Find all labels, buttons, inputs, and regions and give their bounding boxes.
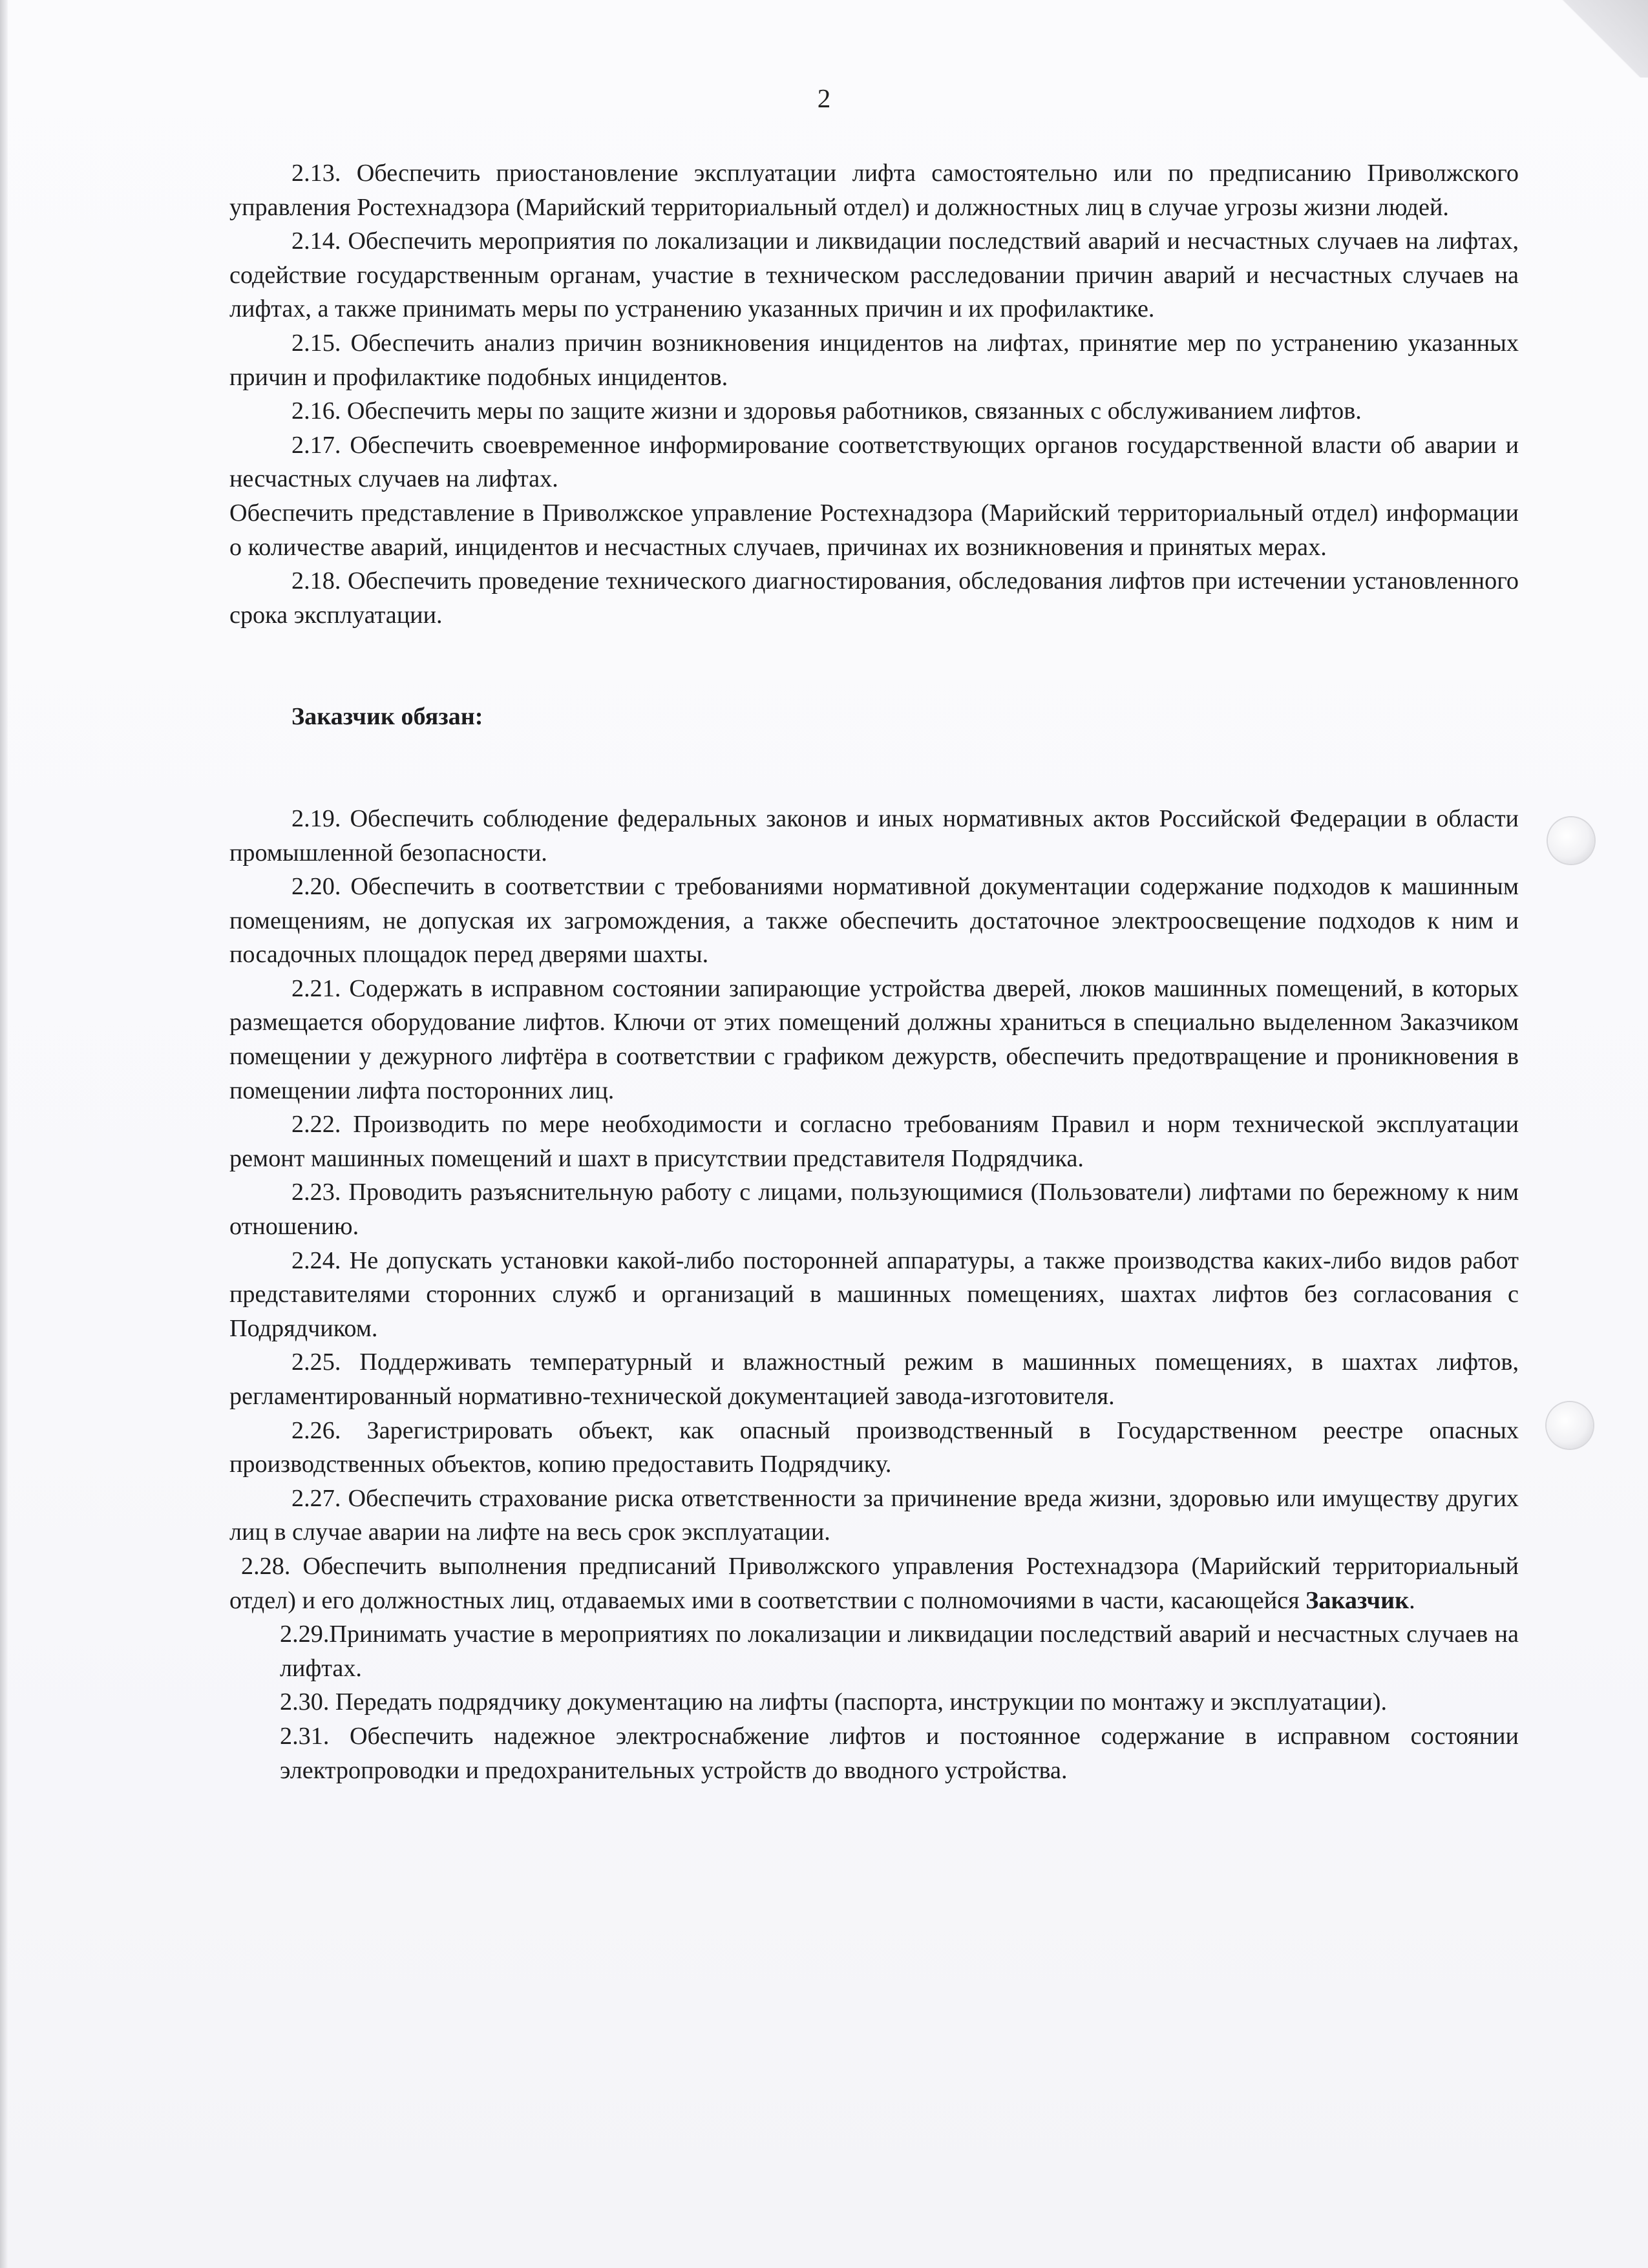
clause-paragraph: 2.31. Обеспечить надежное электроснабжение лифтов и постоянное содержание в исправном состоянии электропроводки и предохранительных устройств до вводного устройства. [280,1722,1519,1784]
clause-paragraph: 2.22. Производить по мере необходимости и согласно требованиям Правил и норм технической эксплуатации ремонт машинных помещений и шахт в присутствии представителя Подрядчика. [229,1111,1519,1172]
clause-paragraph: 2.18. Обеспечить проведение технического диагностирования, обследования лифтов при истечении установленного срока эксплуатации. [229,567,1519,629]
page-corner-fold [1538,0,1648,78]
clause-paragraph: 2.17. Обеспечить своевременное информирование соответствующих органов государственной власти об аварии и несчастных случаев на лифтах. [229,431,1519,493]
vertical-gap [229,734,1519,802]
clause-paragraph: 2.21. Содержать в исправном состоянии запирающие устройства дверей, люков машинных помещений, в которых размещается оборудование лифтов. Ключи от этих помещений должны храниться в специально выделенном Заказчиком помещении у дежурного лифтёра в соответствии с графиком дежурств, обеспечить предотвращение и проникновения в помещении лифта посторонних лиц. [229,974,1519,1104]
clause-paragraph: 2.29.Принимать участие в мероприятиях по локализации и ликвидации последствий аварий и несчастных случаев на лифтах. [280,1621,1519,1682]
clause-paragraph: 2.28. Обеспечить выполнения предписаний Приволжского управления Ростехнадзора (Марийский территориальный отдел) и его должностных лиц, отдаваемых ими в соответствии с полномочиями в части, касающейся Заказчик. [229,1552,1519,1614]
vertical-gap [229,632,1519,700]
punch-hole [1548,817,1594,864]
punch-hole [1547,1402,1593,1449]
clause-paragraph: 2.20. Обеспечить в соответствии с требованиями нормативной документации содержание подходов к машинным помещениям, не допуская их загромождения, а также обеспечить достаточное электроосвещение подходов к ним и посадочных площадок перед дверями шахты. [229,873,1519,969]
page-left-edge [0,0,8,2268]
clause-paragraph: 2.26. Зарегистрировать объект, как опасный производственный в Государственном реестре опасных производственных объектов, копию предоставить Подрядчику. [229,1416,1519,1478]
clause-paragraph: 2.24. Не допускать установки какой-либо посторонней аппаратуры, а также производства каких-либо видов работ представителями сторонних служб и организаций в машинных помещениях, шахтах лифтов без согласования с Подрядчиком. [229,1246,1519,1342]
clause-paragraph: 2.25. Поддерживать температурный и влажностный режим в машинных помещениях, в шахтах лифтов, регламентированный нормативно-технической документацией завода-изготовителя. [229,1349,1519,1410]
clause-paragraph: 2.16. Обеспечить меры по защите жизни и здоровья работников, связанных с обслуживанием лифтов. [291,397,1362,425]
clause-paragraph: 2.13. Обеспечить приостановление эксплуатации лифта самостоятельно или по предписанию Приволжского управления Ростехнадзора (Марийский территориальный отдел) и должностных лиц в случае угрозы жизни людей. [229,160,1519,221]
page-number: 2 [817,83,831,113]
clause-paragraph: 2.27. Обеспечить страхование риска ответственности за причинение вреда жизни, здоровью или имуществу других лиц в случае аварии на лифте на весь срок эксплуатации. [229,1484,1519,1546]
clause-paragraph: 2.15. Обеспечить анализ причин возникновения инцидентов на лифтах, принятие мер по устранению указанных причин и профилактике подобных инцидентов. [229,329,1519,391]
document-body [229,156,1519,1787]
clause-paragraph: 2.30. Передать подрядчику документацию на лифты (паспорта, инструкции по монтажу и эксплуатации). [280,1688,1388,1716]
clause-paragraph: Обеспечить представление в Приволжское управление Ростехнадзора (Марийский территориальный отдел) информации о количестве аварий, инцидентов и несчастных случаев, причинах их возникновения и принятых мерах. [229,499,1519,561]
clause-paragraph: 2.14. Обеспечить мероприятия по локализации и ликвидации последствий аварий и несчастных случаев на лифтах, содействие государственным органам, участие в техническом расследовании причин аварий и несчастных случаев на лифтах, а также принимать меры по устранению указанных причин и их профилактике. [229,227,1519,323]
clause-paragraph: 2.19. Обеспечить соблюдение федеральных законов и иных нормативных актов Российской Федерации в области промышленной безопасности. [229,804,1519,866]
section-heading: Заказчик обязан: [291,703,483,731]
clause-paragraph: 2.23. Проводить разъяснительную работу с лицами, пользующимися (Пользователи) лифтами по бережному к ним отношению. [229,1179,1519,1241]
